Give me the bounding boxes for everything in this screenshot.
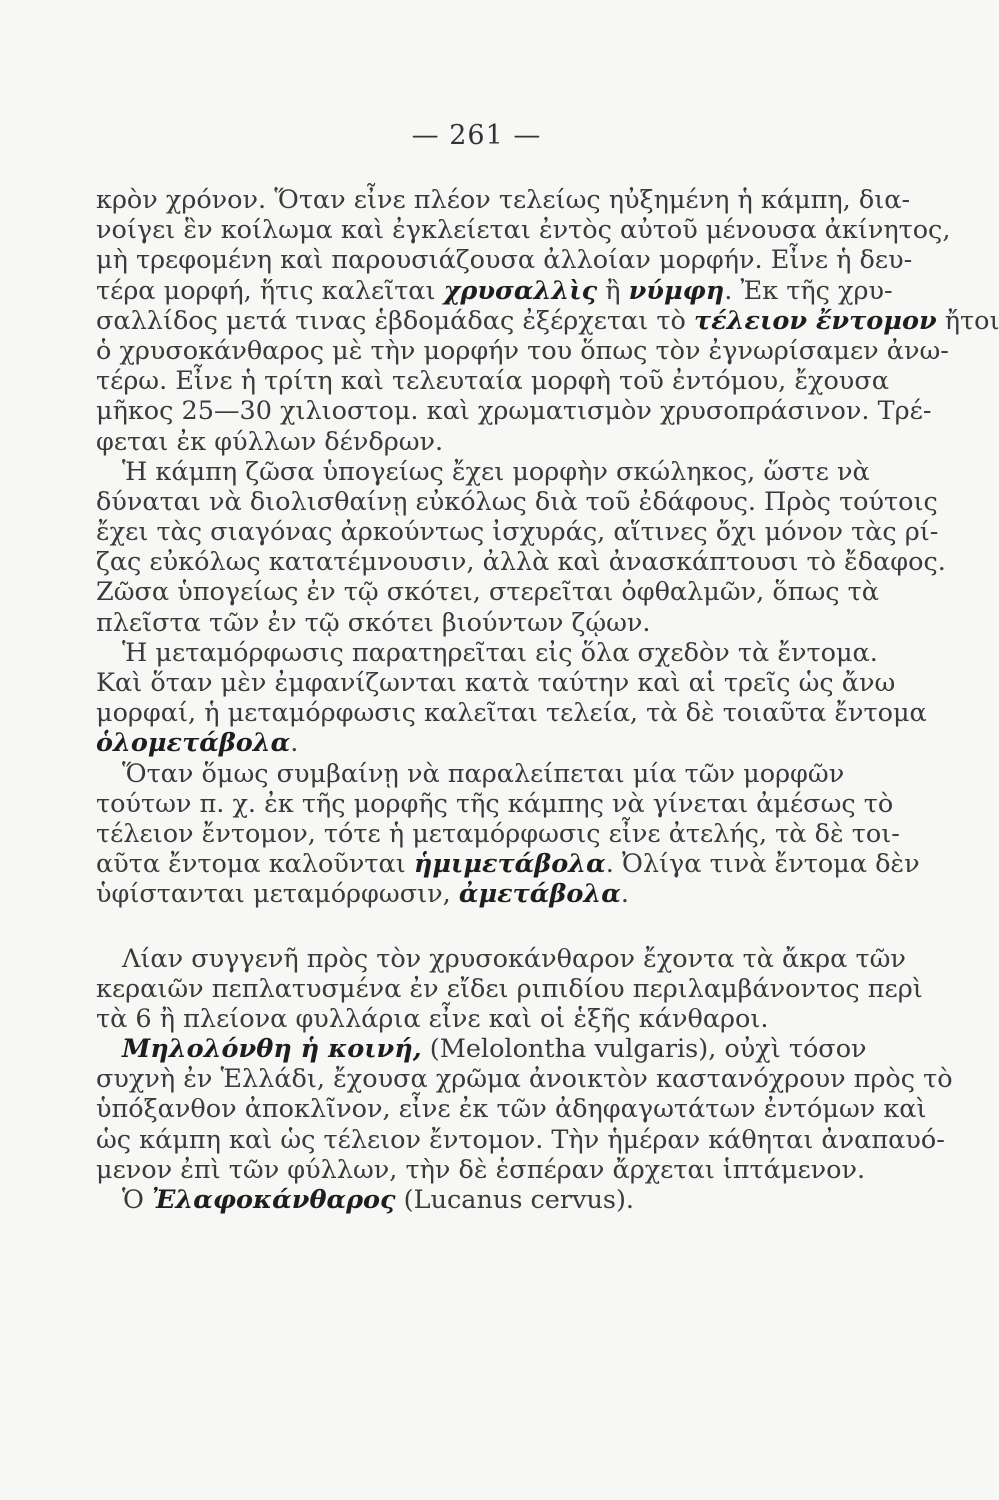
text-line: μορφαί, ἡ μεταμόρφωσις καλεῖται τελεία, τὰ δὲ τοιαῦτα ἔντομα — [96, 698, 927, 729]
term-melolonthi: Μηλολόνθη ἡ κοινή, — [122, 1034, 422, 1065]
text-span: (Lucanus cervus). — [395, 1185, 635, 1215]
text-line: Λίαν συγγενῆ πρὸς τὸν χρυσοκάνθαρον ἔχοντα τὰ ἄκρα τῶν — [122, 943, 906, 974]
text-line — [96, 275, 893, 306]
text-line: Καὶ ὅταν μὲν ἐμφανίζωνται κατὰ ταύτην καὶ αἱ τρεῖς ὡς ἄνω — [96, 668, 896, 698]
text-line: ὡς κάμπη καὶ ὡς τέλειον ἔντομον. Τὴν ἡμέραν κάθηται ἀναπαυό- — [96, 1124, 945, 1155]
text-line: τέρω. Εἶνε ἡ τρίτη καὶ τελευταία μορφὴ τοῦ ἐντόμου, ἔχουσα — [96, 366, 889, 397]
text-span: ὑφίστανται μεταμόρφωσιν, — [96, 879, 459, 910]
text-line: μῆκος 25—30 χιλιοστομ. καὶ χρωματισμὸν χρυσοπράσινον. Τρέ- — [96, 396, 932, 427]
term-chrysallis: χρυσαλλὶς — [443, 275, 598, 306]
text-span: αῦτα ἔντομα καλοῦνται — [96, 849, 414, 880]
text-line: τὰ 6 ἢ πλείονα φυλλάρια εἶνε καὶ οἱ ἑξῆς κάνθαροι. — [96, 1003, 769, 1034]
text-line: νοίγει ἓν κοίλωμα καὶ ἐγκλείεται ἐντὸς αὐτοῦ μένουσα ἀκίνητος, — [96, 215, 951, 246]
text-line: ἔχει τὰς σιαγόνας ἀρκούντως ἰσχυράς, αἵτινες ὄχι μόνον τὰς ρί- — [96, 517, 939, 548]
term-ametavola: ἀμετάβολα — [458, 879, 621, 910]
text-line: κρὸν χρόνον. Ὅταν εἶνε πλέον τελείως ηὐξημένη ἡ κάμπη, δια- — [96, 185, 911, 215]
text-line: πλεῖστα τῶν ἐν τῷ σκότει βιούντων ζῴων. — [96, 607, 651, 638]
term-imimetavola: ἡμιμετάβολα — [413, 849, 606, 880]
text-span: ἢ — [597, 275, 629, 306]
text-span: . Ὀλίγα τινὰ ἔντομα δὲν — [605, 849, 920, 880]
text-line: δύναται νὰ διολισθαίνῃ εὐκόλως διὰ τοῦ ἐδάφους. Πρὸς τούτοις — [96, 486, 938, 517]
body-text — [96, 185, 999, 1215]
text-span: Ὁ — [122, 1185, 153, 1215]
text-line: ὁ χρυσοκάνθαρος μὲ τὴν μορφήν του ὅπως τὸν ἐγνωρίσαμεν ἀνω- — [96, 335, 949, 366]
text-line: ζας εὐκόλως κατατέμνουσιν, ἀλλὰ καὶ ἀνασκάπτουσι τὸ ἔδαφος. — [96, 547, 946, 578]
text-line: φεται ἐκ φύλλων δένδρων. — [96, 426, 444, 457]
term-nymphi: νύμφη — [628, 275, 725, 306]
text-line: μενον ἐπὶ τῶν φύλλων, τὴν δὲ ἑσπέραν ἄρχεται ἱπτάμενον. — [96, 1154, 866, 1185]
text-line — [96, 728, 826, 758]
text-line — [96, 1185, 826, 1215]
text-line: Ἡ μεταμόρφωσις παρατηρεῖται εἰς ὅλα σχεδὸν τὰ ἔντομα. — [122, 637, 878, 668]
text-line: μὴ τρεφομένη καὶ παρουσιάζουσα ἀλλοίαν μορφήν. Εἶνε ἡ δευ- — [96, 245, 913, 276]
text-line — [96, 879, 826, 909]
text-span: τέρα μορφή, ἥτις καλεῖται — [96, 275, 444, 306]
text-line — [96, 849, 920, 880]
text-line: συχνὴ ἐν Ἑλλάδι, ἔχουσα χρῶμα ἀνοικτὸν καστανόχρουν πρὸς τὸ — [96, 1064, 953, 1095]
text-line: ὑπόξανθον ἀποκλῖνον, εἶνε ἐκ τῶν ἀδηφαγωτάτων ἐντόμων καὶ — [96, 1094, 927, 1125]
term-olometavola: ὁλομετάβολα — [96, 728, 291, 759]
text-line: τέλειον ἔντομον, τότε ἡ μεταμόρφωσις εἶνε ἀτελής, τὰ δὲ τοι- — [96, 818, 900, 849]
text-span: σαλλίδος μετά τινας ἑβδομάδας ἐξέρχεται τὸ — [96, 305, 694, 336]
paragraph-gap — [96, 910, 826, 944]
text-span: ἤτοι — [936, 305, 999, 336]
term-teleion-entomon: τέλειον ἔντομον — [693, 305, 937, 336]
page-number: — 261 — — [411, 120, 542, 151]
text-line: Ζῶσα ὑπογείως ἐν τῷ σκότει, στερεῖται ὀφθαλμῶν, ὅπως τὰ — [96, 577, 880, 608]
text-line — [96, 1034, 867, 1065]
text-span: . — [290, 728, 299, 759]
text-line: Ἡ κάμπη ζῶσα ὑπογείως ἔχει μορφὴν σκώληκος, ὥστε νὰ — [122, 456, 870, 487]
text-span: (Melolontha vulgaris), οὐχὶ τόσον — [421, 1034, 867, 1065]
term-elafokantharos: Ἐλαφοκάνθαρος — [152, 1185, 396, 1215]
text-span: . Ἐκ τῆς χρυ- — [724, 275, 893, 306]
text-line: τούτων π. χ. ἐκ τῆς μορφῆς τῆς κάμπης νὰ γίνεται ἀμέσως τὸ — [96, 788, 894, 819]
text-line: κεραιῶν πεπλατυσμένα ἐν εἴδει ριπιδίου περιλαμβάνοντος περὶ — [96, 973, 923, 1004]
text-line: Ὅταν ὅμως συμβαίνῃ νὰ παραλείπεται μία τῶν μορφῶν — [122, 758, 845, 789]
text-span: . — [620, 879, 629, 910]
text-line — [96, 305, 999, 336]
